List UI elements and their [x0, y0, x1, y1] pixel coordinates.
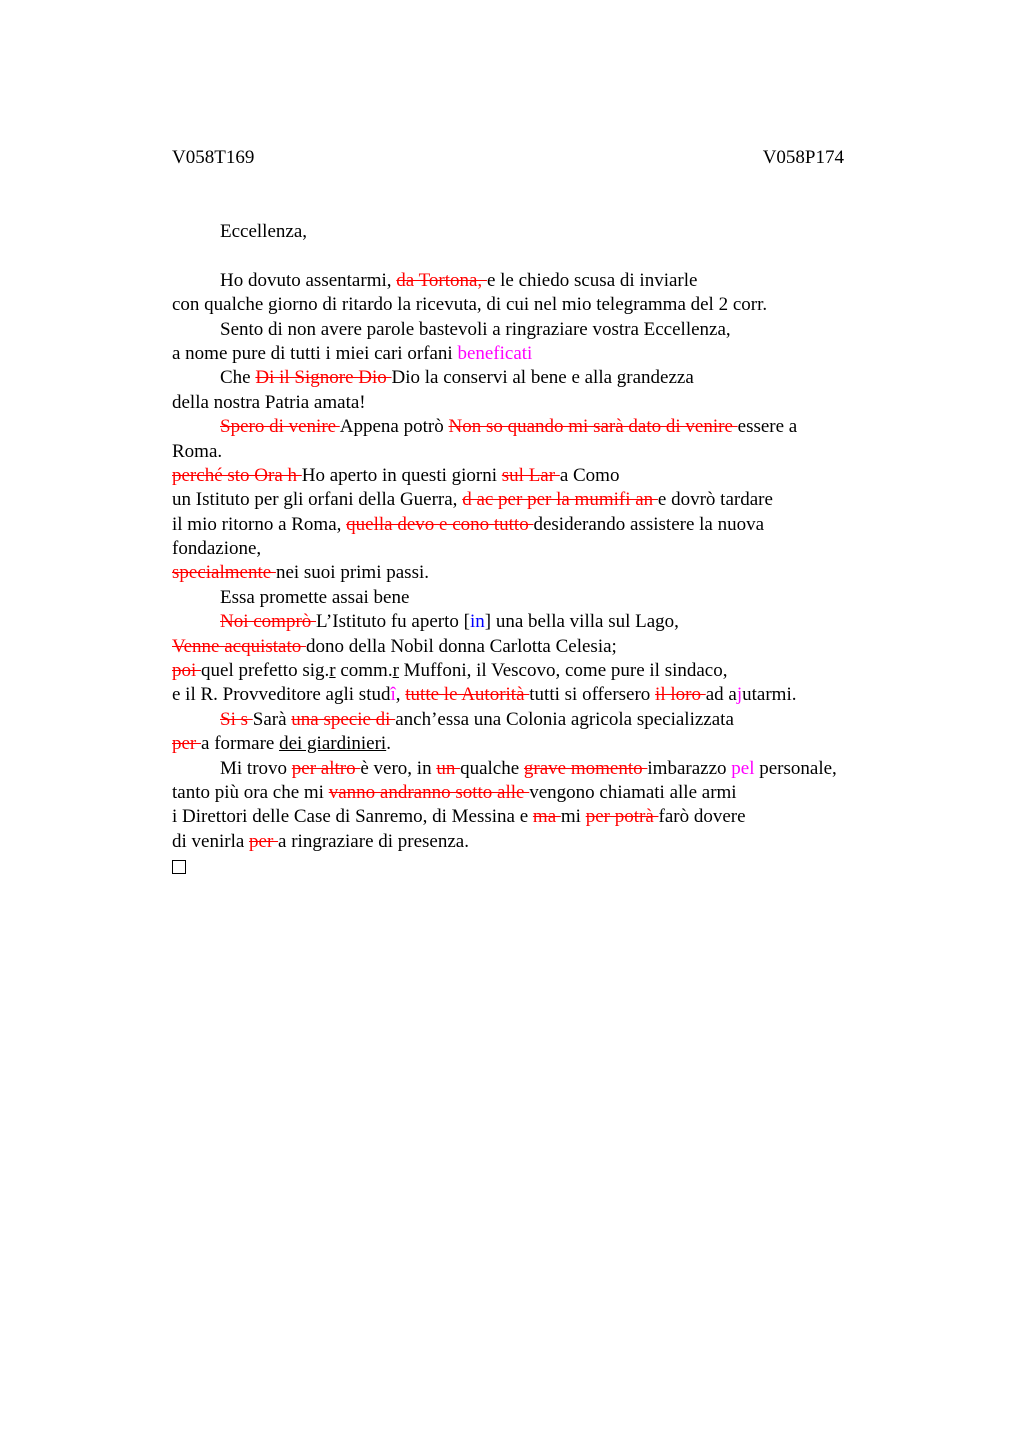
- salutation: Eccellenza,: [220, 221, 308, 242]
- deleted-text: perché sto Ora h: [172, 464, 302, 486]
- letter-line-9: [172, 464, 952, 488]
- text-run: e il R. Provveditore agli stud: [172, 684, 391, 706]
- deleted-text: da Tortona,: [396, 269, 487, 291]
- text-run: un Istituto per gli orfani della Guerra,: [172, 489, 463, 511]
- inserted-text: beneficati: [457, 342, 533, 364]
- document-code-right: V058P174: [762, 147, 844, 168]
- text-run: Muffoni, il Vescovo, come pure il sindaco,: [398, 660, 728, 682]
- text-run: ad a: [705, 684, 737, 706]
- deleted-text: Venne acquistato: [172, 635, 307, 657]
- letter-line-15: [172, 610, 952, 634]
- deleted-text: Noi comprò: [220, 611, 317, 633]
- text-run: Mi trovo: [220, 757, 292, 779]
- text-run: di venirla: [172, 830, 250, 852]
- letter-line-13: [172, 561, 952, 585]
- inserted-text: pel: [731, 757, 755, 779]
- letter-line-7: [172, 415, 952, 439]
- deleted-text: Spero di venire: [220, 416, 340, 438]
- letter-line-14: Essa promette assai bene: [220, 586, 410, 608]
- deleted-text: Non so quando mi sarà dato di venire: [448, 416, 738, 438]
- text-run: L’Istituto fu aperto: [316, 611, 464, 633]
- text-run: ,: [395, 684, 406, 706]
- inserted-text: î: [390, 684, 396, 706]
- deleted-text: per: [172, 733, 202, 755]
- bracket: ]: [484, 611, 492, 633]
- text-run: a formare: [201, 733, 280, 755]
- deleted-text: per altro: [291, 757, 361, 779]
- text-run: mi: [560, 806, 586, 828]
- deleted-text: Si s: [220, 708, 253, 730]
- text-run: Sarà: [252, 708, 292, 730]
- letter-line-5: [172, 366, 952, 390]
- text-run: personale,: [754, 757, 837, 779]
- blank-line: [172, 244, 952, 268]
- letter-line-6: della nostra Patria amata!: [172, 391, 366, 413]
- text-run: una bella villa sul Lago,: [491, 611, 679, 633]
- letter-body: [172, 220, 952, 879]
- text-run: quel prefetto sig.: [201, 660, 330, 682]
- letter-line-23: [172, 805, 952, 829]
- page-header: [172, 146, 844, 170]
- letter-line-4: [172, 342, 952, 366]
- text-run: qualche: [460, 757, 524, 779]
- deleted-text: sul Lar: [501, 464, 560, 486]
- text-run: farò dovere: [658, 806, 746, 828]
- letter-line-11: [172, 513, 952, 537]
- deleted-text: per: [249, 830, 279, 852]
- deleted-text: d ac per per la mumifi an: [462, 489, 658, 511]
- deleted-text: un: [436, 757, 461, 779]
- text-run: comm.: [335, 660, 393, 682]
- text-run: nei suoi primi passi.: [275, 562, 429, 584]
- letter-line-10: [172, 488, 952, 512]
- letter-line-17: [172, 659, 952, 683]
- editorial-text: in: [469, 611, 485, 633]
- text-run: essere a: [737, 416, 798, 438]
- text-run: vengono chiamati alle armi: [529, 781, 737, 803]
- text-run: i Direttori delle Case di Sanremo, di Messina e: [172, 806, 533, 828]
- letter-line-3: Sento di non avere parole bastevoli a ringraziare vostra Eccellenza,: [220, 318, 731, 340]
- deleted-text: per potrà: [585, 806, 659, 828]
- letter-line-24: [172, 830, 952, 854]
- letter-line-19: [172, 708, 952, 732]
- text-run: a Como: [559, 464, 620, 486]
- text-run: .: [386, 733, 391, 755]
- letter-line-2: con qualche giorno di ritardo la ricevuta, di cui nel mio telegramma del 2 corr.: [172, 294, 768, 316]
- text-run: dono della Nobil donna Carlotta Celesia;: [306, 635, 617, 657]
- letter-line-18: [172, 683, 952, 707]
- underlined-text: r: [392, 660, 399, 682]
- deleted-text: grave momento: [523, 757, 648, 779]
- text-run: e dovrò tardare: [657, 489, 773, 511]
- text-run: desiderando assistere la nuova: [533, 513, 765, 535]
- inserted-text: j: [736, 684, 743, 706]
- text-run: utarmi.: [742, 684, 797, 706]
- text-run: a ringraziare di presenza.: [278, 830, 469, 852]
- text-run: Ho dovuto assentarmi,: [220, 269, 397, 291]
- letter-line-1: [172, 269, 952, 293]
- deleted-text: tutte le Autorità: [405, 684, 530, 706]
- letter-line-8: Roma.: [172, 440, 223, 462]
- deleted-text: quella devo e cono tutto: [346, 513, 534, 535]
- underlined-text: r: [329, 660, 336, 682]
- deleted-text: specialmente: [172, 562, 276, 584]
- text-run: Che: [220, 367, 256, 389]
- letter-line-12: fondazione,: [172, 538, 262, 560]
- text-run: e le chiedo scusa di inviarle: [486, 269, 698, 291]
- bracket: [: [463, 611, 470, 633]
- deleted-text: Di il Signore Dio: [255, 367, 392, 389]
- end-marker: [172, 854, 952, 878]
- text-run: anch’essa una Colonia agricola specializzata: [395, 708, 734, 730]
- deleted-text: ma: [532, 806, 561, 828]
- text-run: a nome pure di tutti i miei cari orfani: [172, 342, 458, 364]
- text-run: Ho aperto in questi giorni: [301, 464, 502, 486]
- letter-line-21: [172, 757, 952, 781]
- text-run: Appena potrò: [339, 416, 449, 438]
- text-run: tanto più ora che mi: [172, 781, 329, 803]
- letter-line-16: [172, 635, 952, 659]
- document-code-left: V058T169: [172, 147, 255, 168]
- deleted-text: vanno andranno sotto alle: [328, 781, 530, 803]
- text-run: Dio la conservi al bene e alla grandezza: [391, 367, 694, 389]
- letter-line-20: [172, 732, 952, 756]
- letter-line-22: [172, 781, 952, 805]
- square-box-icon: [172, 860, 186, 874]
- deleted-text: una specie di: [291, 708, 396, 730]
- text-run: tutti si offersero: [529, 684, 656, 706]
- underlined-text: dei giardinieri: [279, 733, 387, 755]
- text-run: imbarazzo: [647, 757, 732, 779]
- deleted-text: poi: [172, 660, 202, 682]
- deleted-text: il loro: [655, 684, 706, 706]
- text-run: è vero, in: [360, 757, 437, 779]
- text-run: il mio ritorno a Roma,: [172, 513, 347, 535]
